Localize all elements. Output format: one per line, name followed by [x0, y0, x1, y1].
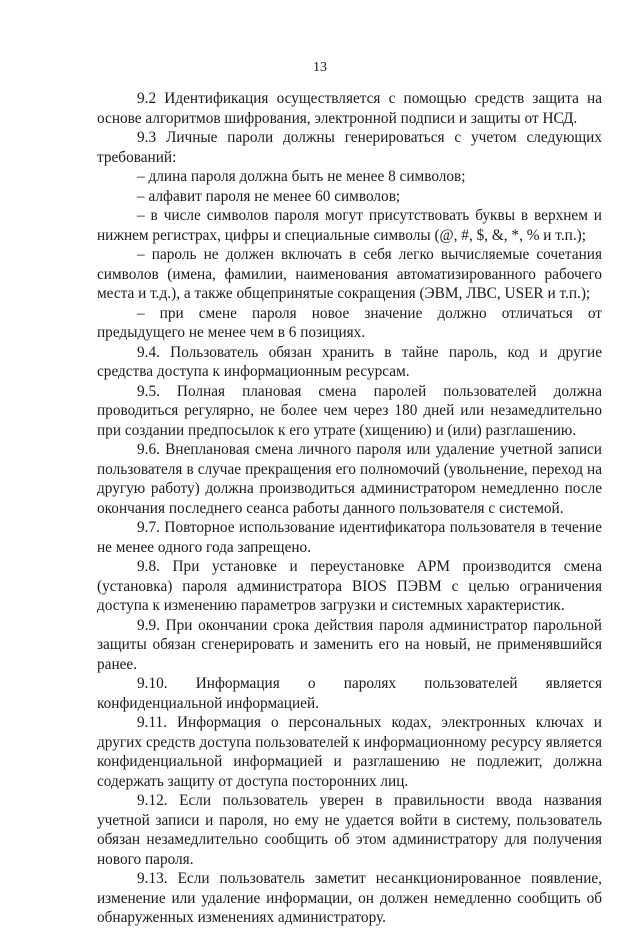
- list-item: – в числе символов пароля могут присутствовать буквы в верхнем и нижнем регистрах, цифры и специальные символы (@, #, $, &, *, % и т.п.);: [97, 207, 602, 244]
- paragraph-9-4: 9.4. Пользователь обязан хранить в тайне пароль, код и другие средства доступа к информационным ресурсам.: [97, 343, 602, 380]
- paragraph-9-3: 9.3 Личные пароли должны генерироваться с учетом следующих требований:: [97, 129, 602, 166]
- paragraph-9-12: 9.12. Если пользователь уверен в правильности ввода названия учетной записи и пароля, но ему не удается войти в систему, пользователь обязан незамедлительно сообщить об этом администратору для получения нового пароля.: [97, 792, 602, 868]
- list-item: – пароль не должен включать в себя легко вычисляемые сочетания символов (имена, фамилии, наименования автоматизированного рабочего места и т.д.), а также общепринятые сокращения (ЭВМ, ЛВС, USER и т.п.);: [97, 246, 602, 302]
- list-item: – при смене пароля новое значение должно отличаться от предыдущего не менее чем в 6 позициях.: [97, 304, 602, 341]
- paragraph-9-13: 9.13. Если пользователь заметит несанкционированное появление, изменение или удаление информации, он должен немедленно сообщить об обнаруженных изменениях администратору.: [97, 870, 602, 926]
- paragraph-9-6: 9.6. Внеплановая смена личного пароля или удаление учетной записи пользователя в случае прекращения его полномочий (увольнение, переход на другую работу) должна производиться администратором немедленно после окончания последнего сеанса работы данного пользователя с системой.: [97, 441, 602, 517]
- paragraph-9-11: 9.11. Информация о персональных кодах, электронных ключах и других средств доступа пользователей к информационному ресурсу является конфиденциальной информацией и разглашению не подлежит, должна содержать защиту от доступа посторонних лиц.: [97, 714, 602, 790]
- list-item: – длина пароля должна быть не менее 8 символов;: [137, 168, 466, 185]
- paragraph-9-10: 9.10. Информация о паролях пользователей является конфиденциальной информацией.: [97, 675, 602, 712]
- list-item: – алфавит пароля не менее 60 символов;: [137, 187, 401, 205]
- paragraph-9-5: 9.5. Полная плановая смена паролей пользователей должна проводиться регулярно, не более чем через 180 дней или незамедлительно при создании предпосылок к его утрате (хищению) и (или) разглашению.: [97, 382, 602, 439]
- paragraph-9-8: 9.8. При установке и переустановке АРМ производится смена (установка) пароля администратора BIOS ПЭВМ с целью ограничения доступа к изменению параметров загрузки и системных характеристик.: [97, 558, 602, 614]
- document-body: [97, 89, 602, 928]
- paragraph-9-7: 9.7. Повторное использование идентификатора пользователя в течение не менее одного года запрещено.: [97, 519, 602, 556]
- paragraph-9-2: 9.2 Идентификация осуществляется с помощью средств защита на основе алгоритмов шифрования, электронной подписи и защиты от НСД.: [97, 90, 602, 127]
- page-number: 13: [313, 60, 327, 75]
- paragraph-9-9: 9.9. При окончании срока действия пароля администратор парольной защиты обязан сгенерировать и заменить его на новый, не применявшийся ранее.: [97, 616, 602, 673]
